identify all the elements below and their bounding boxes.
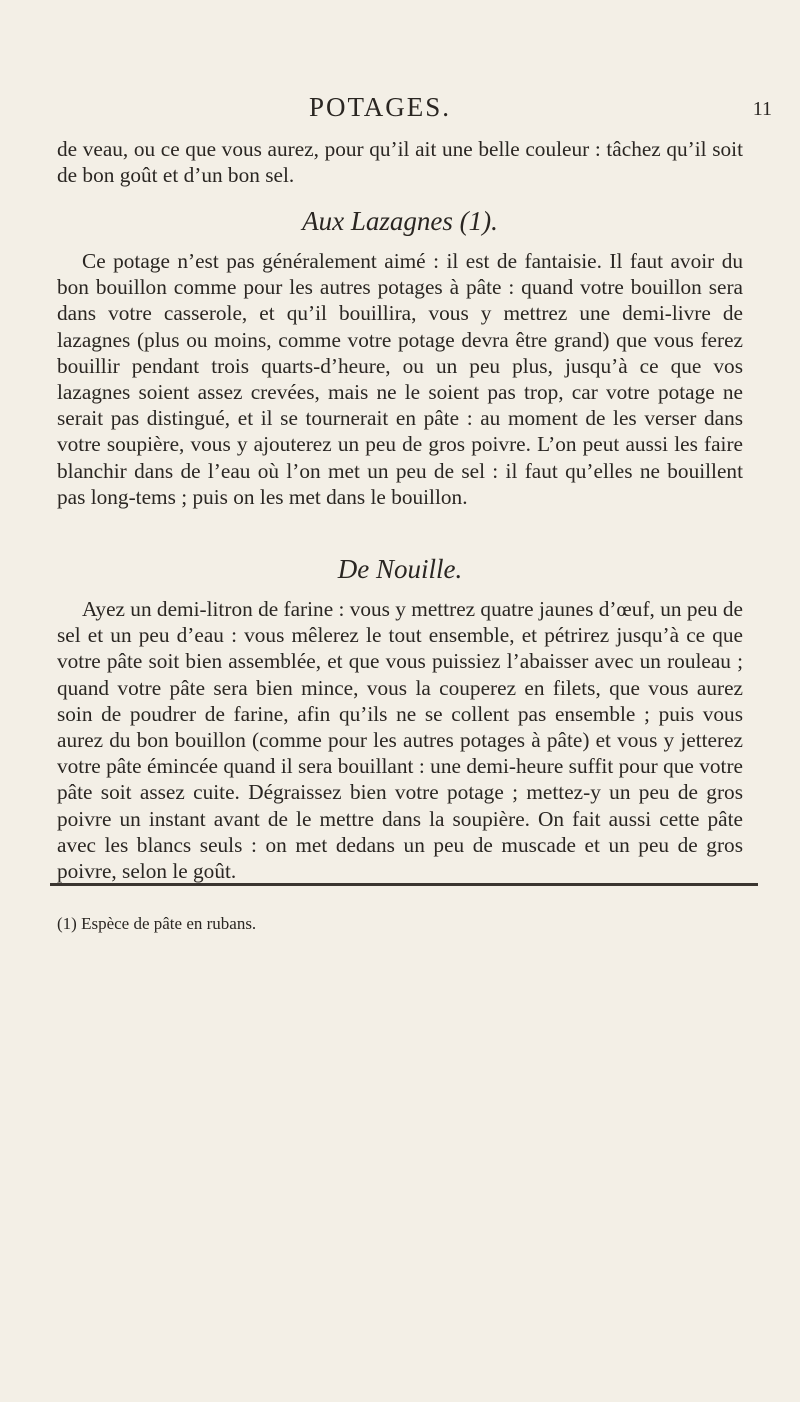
lazagnes-text: Ce potage n’est pas généralement aimé : il est de fantaisie. Il faut avoir du bon bouillon comme pour les autres potages à pâte : quand votre bouillon sera dans votre casserole, et qu’il bouillira, vous y mettrez une demi-livre de lazagnes (plus ou moins, comme votre potage devra être grand) que vous ferez bouillir pendant trois quarts-d’heure, ou un peu plus, jusqu’à ce que vos lazagnes soient assez crevées, mais ne le soient pas trop, car votre potage ne serait pas distingué, et il se tournerait en pâte : au moment de les verser dans votre soupière, vous y ajouterez un peu de gros poivre. L’on peut aussi les faire blanchir dans de l’eau où l’on met un peu de sel : il faut qu’elles ne bouillent pas long-tems ; puis on les met dans le bouillon.	[57, 249, 743, 509]
running-title: POTAGES.	[308, 92, 452, 122]
page-header	[0, 92, 800, 128]
intro-text: de veau, ou ce que vous aurez, pour qu’il ait une belle couleur : tâchez qu’il soit de bon goût et d’un bon sel.	[57, 137, 743, 188]
page-number: 11	[752, 98, 772, 120]
section-title-lazagnes: Aux Lazagnes (1).	[302, 206, 498, 236]
section-body-lazagnes	[57, 248, 743, 510]
section-body-nouille	[57, 596, 743, 884]
section-title-nouille: De Nouille.	[337, 554, 463, 584]
footnote: (1) Espèce de pâte en rubans.	[57, 914, 257, 933]
footnote-divider	[50, 883, 758, 886]
nouille-text: Ayez un demi-litron de farine : vous y mettrez quatre jaunes d’œuf, un peu de sel et un peu d’eau : vous mêlerez le tout ensemble, et pétrirez jusqu’à ce que votre pâte soit bien assemblée, et que vous puissiez l’abaisser avec un rouleau ; quand votre pâte sera bien mince, vous la couperez en filets, que vous aurez soin de poudrer de farine, afin qu’ils ne se collent pas ensemble ; puis vous aurez du bon bouillon (comme pour les autres potages à pâte) et vous y jetterez votre pâte émincée quand il sera bouillant : une demi-heure suffit pour que votre pâte soit assez cuite. Dégraissez bien votre potage ; mettez-y un peu de gros poivre un instant avant de le mettre dans la soupière. On fait aussi cette pâte avec les blancs seuls : on met dedans un peu de muscade et un peu de gros poivre, selon le goût.	[57, 597, 743, 884]
intro-paragraph	[57, 136, 743, 188]
